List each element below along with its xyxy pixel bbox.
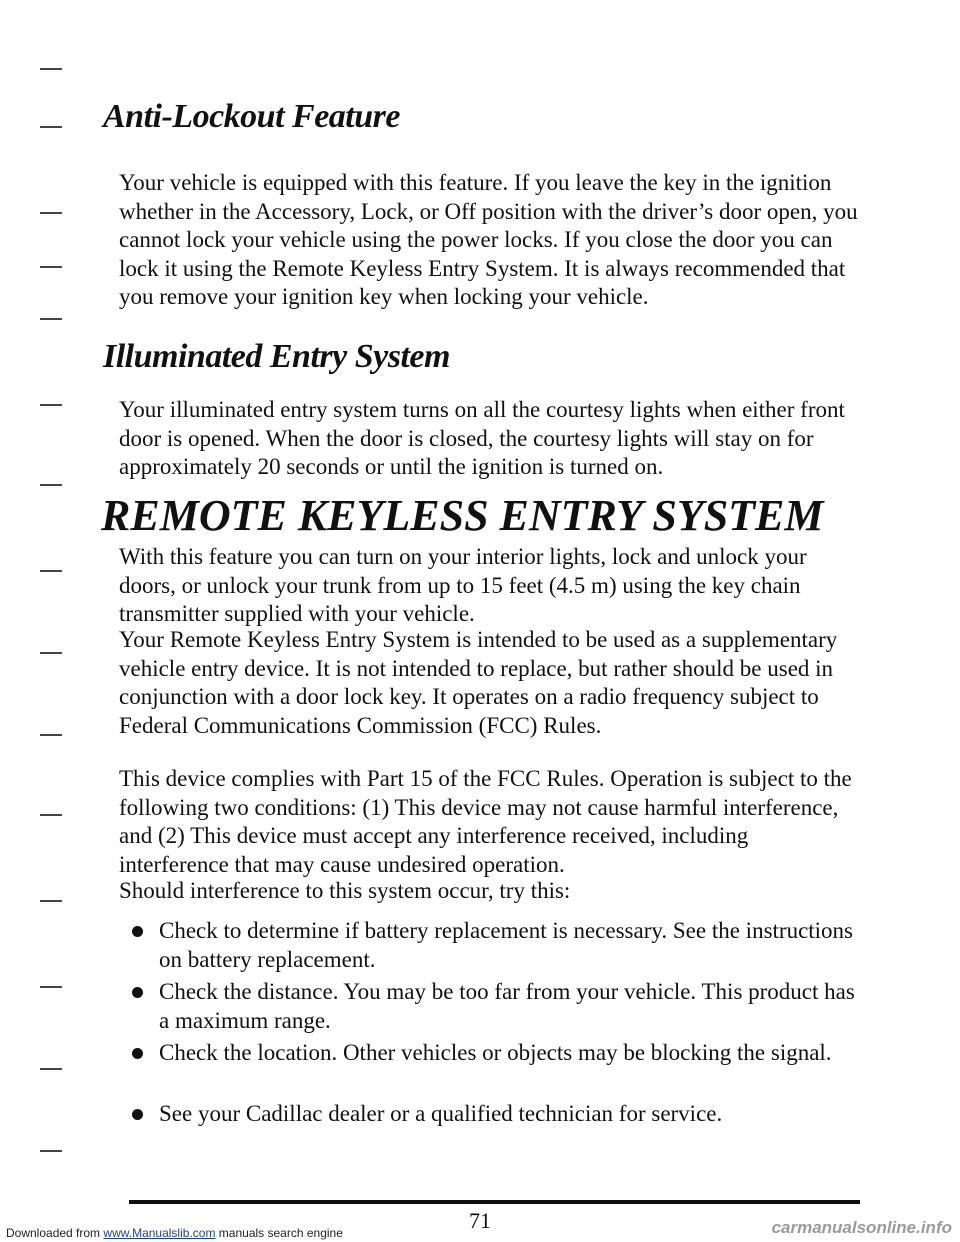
margin-mark — [40, 318, 62, 320]
margin-mark — [40, 1150, 62, 1152]
margin-mark — [40, 814, 62, 816]
margin-mark — [40, 1068, 62, 1070]
footer-prefix: Downloaded from — [6, 1226, 101, 1240]
rke-paragraph-4: Should interference to this system occur, try this: — [119, 878, 571, 903]
margin-mark — [40, 652, 62, 654]
download-footer — [6, 1226, 343, 1240]
list-item — [129, 1100, 859, 1129]
margin-mark — [40, 484, 62, 486]
manualslib-link[interactable]: www.Manualslib.com — [103, 1226, 216, 1240]
bullet-icon — [132, 1048, 143, 1059]
margin-mark — [40, 570, 62, 572]
bullet-icon — [132, 1109, 143, 1120]
list-item — [129, 917, 859, 974]
remote-keyless-heading: REMOTE KEYLESS ENTRY SYSTEM — [101, 491, 824, 540]
margin-mark — [40, 212, 62, 214]
watermark: carmanualsonline.info — [771, 1218, 952, 1237]
list-item-text: Check the location. Other vehicles or objects may be blocking the signal. — [159, 1040, 832, 1065]
list-item-text: Check the distance. You may be too far from your vehicle. This product has a maximum range. — [159, 979, 855, 1033]
illuminated-entry-text: Your illuminated entry system turns on all the courtesy lights when either front door is opened. When the door is closed, the courtesy lights will stay on for approximately 20 seconds or until the ignition is turned on. — [119, 397, 845, 479]
footer-suffix: manuals search engine — [218, 1226, 343, 1240]
margin-mark — [40, 404, 62, 406]
margin-mark — [40, 734, 62, 736]
bullet-icon — [132, 926, 143, 937]
margin-marks — [0, 0, 100, 1242]
illuminated-entry-heading: Illuminated Entry System — [103, 338, 450, 375]
rke-paragraph-1: With this feature you can turn on your interior lights, lock and unlock your doors, or unlock your trunk from up to 15 feet (4.5 m) using the key chain transmitter supplied with your vehicle. — [119, 544, 807, 626]
footer-rule — [129, 1200, 860, 1204]
rke-paragraph-3: This device complies with Part 15 of the FCC Rules. Operation is subject to the following two conditions: (1) This device may not cause harmful interference, and (2) This device must accept any interference received, including interference that may cause undesired operation. — [119, 766, 852, 877]
list-item — [129, 978, 859, 1035]
anti-lockout-heading: Anti-Lockout Feature — [103, 98, 400, 135]
anti-lockout-text: Your vehicle is equipped with this feature. If you leave the key in the ignition whether in the Accessory, Lock, or Off position with the driver’s door open, you cannot lock your vehicle using the power locks. If you close the door you can lock it using the Remote Keyless Entry System. It is always recommended that you remove your ignition key when locking your vehicle. — [119, 170, 858, 309]
margin-mark — [40, 68, 62, 70]
margin-mark — [40, 126, 62, 128]
list-item-text: See your Cadillac dealer or a qualified technician for service. — [159, 1101, 723, 1126]
margin-mark — [40, 900, 62, 902]
margin-mark — [40, 266, 62, 268]
bullet-icon — [132, 987, 143, 998]
list-item-text: Check to determine if battery replacement is necessary. See the instructions on battery replacement. — [159, 918, 854, 972]
list-item — [129, 1039, 859, 1068]
page-number: 71 — [469, 1208, 491, 1233]
rke-paragraph-2: Your Remote Keyless Entry System is intended to be used as a supplementary vehicle entry device. It is not intended to replace, but rather should be used in conjunction with a door lock key. It operates on a radio frequency subject to Federal Communications Commission (FCC) Rules. — [119, 627, 838, 738]
margin-mark — [40, 986, 62, 988]
